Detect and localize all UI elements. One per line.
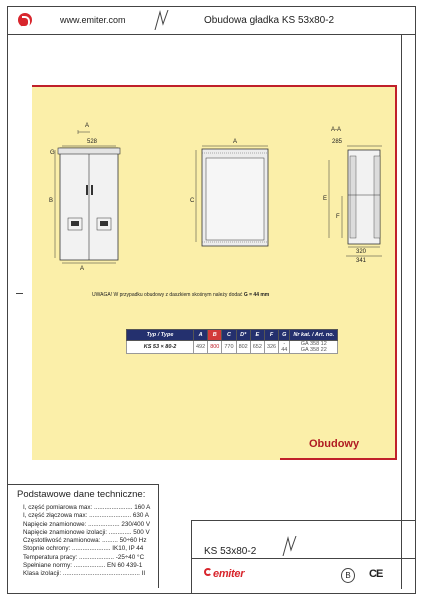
art-no-2: GA 358 22 bbox=[300, 347, 327, 353]
side-dim-a: A bbox=[233, 139, 238, 145]
params-box bbox=[8, 484, 159, 588]
cell-e: 652 bbox=[250, 341, 264, 354]
cell-c: 770 bbox=[222, 341, 236, 354]
art-no-1: GA 358 12 bbox=[300, 341, 327, 347]
spec-table bbox=[126, 329, 338, 354]
section-e-label: E bbox=[323, 196, 328, 202]
table-row bbox=[127, 341, 338, 354]
col-d: D* bbox=[236, 330, 250, 341]
page-title: Obudowa gładka KS 53x80-2 bbox=[204, 15, 335, 26]
col-b: B bbox=[208, 330, 222, 341]
footer-line-top bbox=[191, 520, 415, 521]
section-view bbox=[323, 127, 382, 264]
front-width: 528 bbox=[87, 139, 98, 145]
front-dim-a: A bbox=[85, 123, 90, 129]
cell-f: 326 bbox=[264, 341, 278, 354]
note-bold: G = 44 mm bbox=[243, 292, 270, 298]
category-label: Obudowy bbox=[309, 438, 360, 450]
section-f-label: F bbox=[336, 214, 340, 220]
col-e: E bbox=[250, 330, 264, 341]
zigzag-separator-icon bbox=[153, 10, 169, 30]
col-c: C bbox=[222, 330, 236, 341]
cell-g: - 44 bbox=[279, 341, 290, 354]
cell-art bbox=[290, 341, 338, 354]
zigzag-separator-icon bbox=[281, 536, 297, 556]
b-certification-icon: B bbox=[341, 568, 355, 583]
front-dim-g: G bbox=[50, 150, 55, 156]
param-item: I, część pomiarowa max: ...................... 160 A bbox=[23, 504, 151, 511]
front-dim-a-bottom: A bbox=[80, 266, 85, 270]
param-item: Stopnie ochrony: ...................... IK10, IP 44 bbox=[23, 545, 144, 553]
cell-b: 800 bbox=[208, 341, 222, 354]
section-label: A-A bbox=[331, 127, 342, 133]
cell-type: KS 53 × 80-2 bbox=[127, 341, 194, 354]
emiter-logo-icon bbox=[18, 13, 32, 27]
website-link[interactable]: www.emiter.com bbox=[60, 15, 126, 25]
param-item: Temperatura pracy: .................... -25÷40 °C bbox=[23, 553, 145, 561]
col-g: G bbox=[279, 330, 290, 341]
side-height-label: C bbox=[190, 198, 195, 204]
brand-logo: emiter bbox=[213, 568, 245, 580]
cell-d: 802 bbox=[236, 341, 250, 354]
col-type: Typ / Type bbox=[127, 330, 194, 341]
emiter-logo-icon bbox=[204, 568, 212, 576]
footer-line-mid bbox=[191, 558, 415, 559]
technical-drawing bbox=[40, 120, 400, 270]
param-item: Częstotliwość znamionowa: ......... 50÷60 Hz bbox=[23, 537, 147, 545]
note-text: UWAGA! W przypadku obudowy z daszkiem skośnym należy dodać bbox=[92, 292, 244, 298]
section-depth-outer: 341 bbox=[356, 258, 367, 264]
product-title: KS 53x80-2 bbox=[204, 546, 257, 557]
param-item: Klasa izolacji: ............................................ II bbox=[23, 570, 146, 578]
param-item: Spełniane normy: .................. EN 60 439-1 bbox=[23, 562, 143, 570]
section-depth-top: 285 bbox=[332, 139, 343, 145]
ce-mark-icon: CE bbox=[369, 568, 383, 580]
param-item: Napięcie znamionowe: .................. 230/400 V bbox=[23, 520, 151, 528]
footer-line-vertical bbox=[191, 520, 192, 594]
warning-note bbox=[92, 292, 269, 298]
side-view bbox=[190, 139, 268, 246]
front-height-label: B bbox=[49, 198, 54, 204]
param-item: I, część złączowa max: ........................ 630 A bbox=[23, 512, 149, 520]
col-f: F bbox=[264, 330, 278, 341]
front-view bbox=[49, 123, 120, 270]
col-a: A bbox=[194, 330, 208, 341]
cell-a: 492 bbox=[194, 341, 208, 354]
params-list bbox=[23, 504, 150, 579]
col-art: Nr kat. / Art. no. bbox=[290, 330, 338, 341]
header bbox=[8, 7, 415, 35]
param-item: Napięcie znamionowe izolacji: ............. 500 V bbox=[23, 528, 150, 536]
params-title: Podstawowe dane techniczne: bbox=[17, 489, 146, 500]
section-depth-inner: 320 bbox=[356, 249, 367, 255]
fold-mark bbox=[16, 293, 23, 294]
